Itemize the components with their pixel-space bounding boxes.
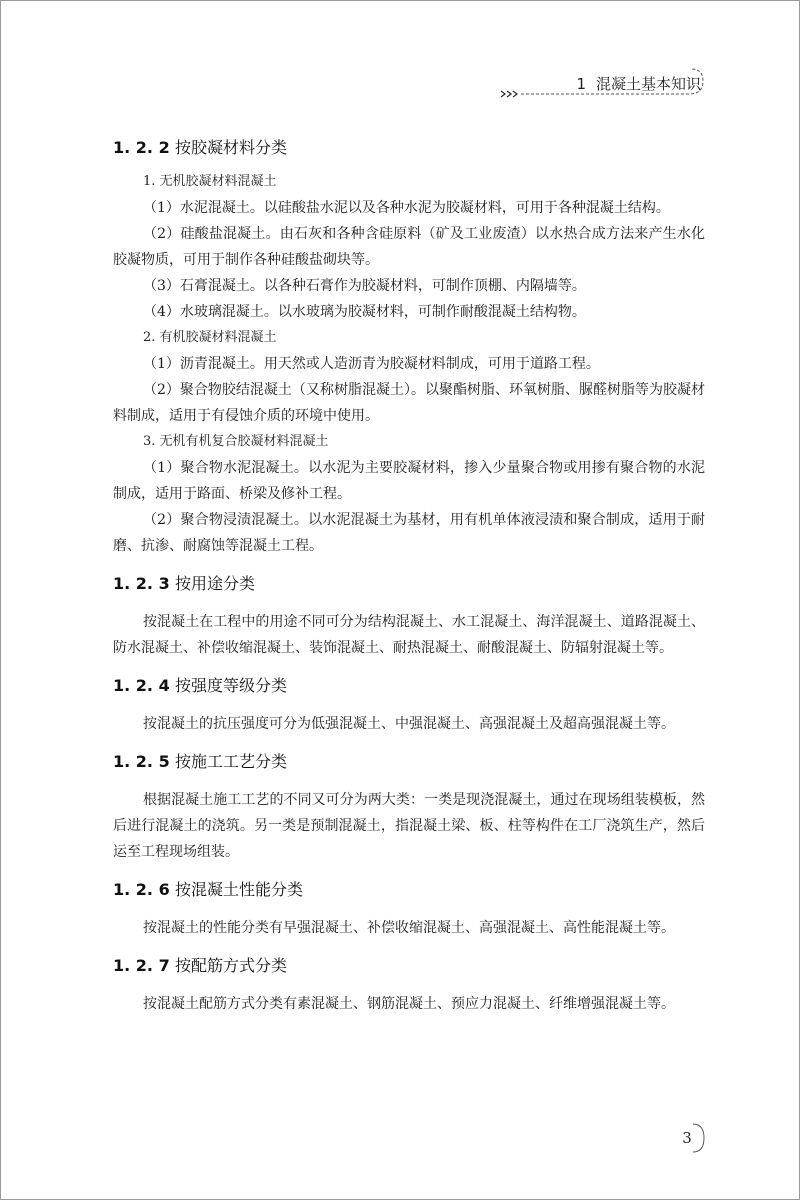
paragraph: 按混凝土配筋方式分类有素混凝土、钢筋混凝土、预应力混凝土、纤维增强混凝土等。 (143, 996, 675, 1012)
paragraph: （2）聚合物胶结混凝土（又称树脂混凝土）。以聚酯树脂、环氧树脂、脲醛树脂等为胶凝材料制成，适用于有侵蚀介质的环境中使用。 (113, 382, 705, 424)
section-heading-1-2-6 (113, 877, 705, 903)
section-number: 1. 2. 6 (113, 880, 170, 899)
section-title: 按施工工艺分类 (175, 752, 288, 771)
section-number: 1. 2. 2 (113, 138, 170, 157)
chapter-number: 1 (576, 75, 586, 93)
paragraph: （4）水玻璃混凝土。以水玻璃为胶凝材料，可制作耐酸混凝土结构物。 (143, 304, 586, 320)
chapter-title: 混凝土基本知识 (595, 75, 701, 93)
section-title: 按胶凝材料分类 (175, 138, 288, 157)
section-number: 1. 2. 4 (113, 676, 170, 695)
section-number: 1. 2. 7 (113, 956, 170, 975)
section-number: 1. 2. 5 (113, 752, 170, 771)
section-heading-1-2-4 (113, 673, 705, 699)
paragraph: 按混凝土的性能分类有早强混凝土、补偿收缩混凝土、高强混凝土、高性能混凝土等。 (143, 920, 675, 936)
section-heading-1-2-7 (113, 953, 705, 979)
paragraph: （1）聚合物水泥混凝土。以水泥为主要胶凝材料，掺入少量聚合物或用掺有聚合物的水泥制成，适用于路面、桥梁及修补工程。 (113, 460, 705, 502)
paragraph: 按混凝土在工程中的用途不同可分为结构混凝土、水工混凝土、海洋混凝土、道路混凝土、防水混凝土、补偿收缩混凝土、装饰混凝土、耐热混凝土、耐酸混凝土、防辐射混凝土等。 (113, 614, 705, 656)
section-title: 按混凝土性能分类 (175, 880, 304, 899)
paragraph: （1）水泥混凝土。以硅酸盐水泥以及各种水泥为胶凝材料，可用于各种混凝土结构。 (143, 200, 670, 216)
section-heading-1-2-3 (113, 571, 705, 597)
section-number: 1. 2. 3 (113, 574, 170, 593)
paragraph: （2）硅酸盐混凝土。由石灰和各种含硅原料（矿及工业废渣）以水热合成方法来产生水化胶凝物质，可用于制作各种硅酸盐砌块等。 (113, 226, 705, 268)
subheading-composite: 3. 无机有机复合胶凝材料混凝土 (143, 434, 329, 449)
section-title: 按用途分类 (175, 574, 256, 593)
paragraph: （3）石膏混凝土。以各种石膏作为胶凝材料，可制作顶棚、内隔墙等。 (143, 278, 586, 294)
page-content (113, 135, 705, 1017)
paragraph: 根据混凝土施工工艺的不同又可分为两大类：一类是现浇混凝土，通过在现场组装模板，然后进行混凝土的浇筑。另一类是预制混凝土，指混凝土梁、板、柱等构件在工厂浇筑生产，然后运至工程现场组装。 (113, 792, 705, 860)
section-title: 按强度等级分类 (175, 676, 288, 695)
paragraph: （1）沥青混凝土。用天然或人造沥青为胶凝材料制成，可用于道路工程。 (143, 356, 600, 372)
page-number (673, 1123, 707, 1153)
section-title: 按配筋方式分类 (175, 956, 288, 975)
subheading-organic: 2. 有机胶凝材料混凝土 (143, 330, 277, 345)
section-heading-1-2-2 (113, 135, 705, 161)
paragraph: （2）聚合物浸渍混凝土。以水泥混凝土为基材，用有机单体液浸渍和聚合制成，适用于耐磨、抗渗、耐腐蚀等混凝土工程。 (113, 512, 705, 554)
subheading-inorganic: 1. 无机胶凝材料混凝土 (143, 174, 277, 189)
paragraph: 按混凝土的抗压强度可分为低强混凝土、中强混凝土、高强混凝土及超高强混凝土等。 (143, 716, 675, 732)
page-number-text: 3 (682, 1129, 692, 1147)
running-header (576, 73, 701, 94)
section-heading-1-2-5 (113, 749, 705, 775)
